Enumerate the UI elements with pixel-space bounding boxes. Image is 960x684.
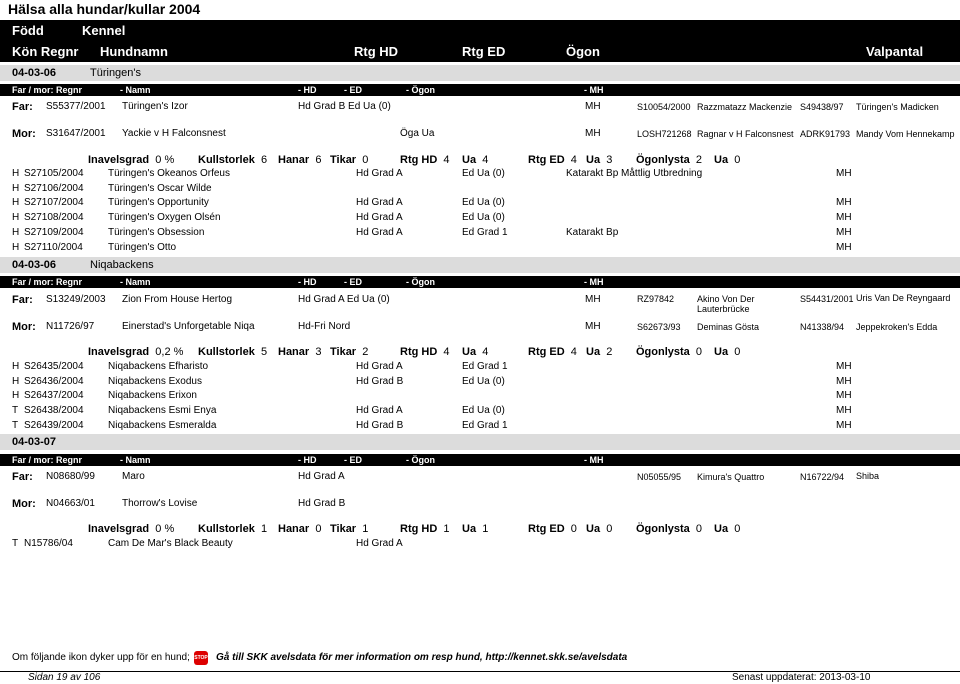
stat-label: Inavelsgrad — [88, 346, 150, 358]
far-m-namn: Shiba — [856, 471, 880, 481]
mor-m-namn: Jeppekroken's Edda — [856, 322, 938, 332]
column-header-bar — [0, 20, 960, 62]
ph-hd: - HD — [298, 277, 317, 287]
puppy-ed: Ed Ua (0) — [462, 405, 505, 416]
puppy-regnr: S27106/2004 — [24, 183, 84, 194]
stat-label: Ögonlysta — [636, 523, 690, 535]
puppy-kon: H — [12, 376, 20, 387]
puppy-kon: H — [12, 227, 20, 238]
litter-kennel: Türingen's — [90, 67, 142, 79]
mor-f-regnr: S62673/93 — [637, 322, 681, 332]
header-ogon: Ögon — [566, 44, 600, 59]
puppy-regnr: N15786/04 — [24, 538, 73, 549]
header-hundnamn: Hundnamn — [100, 44, 168, 59]
puppy-kon: T — [12, 405, 19, 416]
mor-m-namn: Mandy Vom Hennekamp — [856, 129, 955, 139]
stat-label: Rtg ED — [528, 154, 565, 166]
puppy-ed: Ed Grad 1 — [462, 420, 508, 431]
puppy-regnr: S26438/2004 — [24, 405, 84, 416]
far-regnr: N08680/99 — [46, 471, 95, 482]
mor-hd-ed: Hd Grad B — [298, 498, 346, 509]
stat-label: Ua — [462, 523, 477, 535]
mor-namn: Einerstad's Unforgetable Niqa — [122, 321, 255, 332]
far-namn: Zion From House Hertog — [122, 294, 233, 305]
puppy-ed: Ed Ua (0) — [462, 212, 505, 223]
far-mh: MH — [585, 101, 601, 112]
stat-label: Ua — [714, 346, 729, 358]
far-regnr: S13249/2003 — [46, 294, 106, 305]
puppy-kon: H — [12, 183, 20, 194]
puppy-regnr: S27105/2004 — [24, 168, 84, 179]
far-label: Far: — [12, 294, 33, 306]
ph-ogon: - Ögon — [406, 455, 435, 465]
litter-stats — [0, 154, 960, 168]
puppy-hd: Hd Grad B — [356, 376, 404, 387]
puppy-hd: Hd Grad A — [356, 197, 403, 208]
far-f-regnr: RZ97842 — [637, 294, 675, 304]
far-f-namn-2: Lauterbrücke — [697, 304, 750, 314]
stat-label: Ua — [586, 523, 601, 535]
stat-label: Ua — [462, 154, 477, 166]
stat-value: 4 — [482, 154, 489, 166]
stat-value: 6 — [315, 154, 322, 166]
puppy-kon: H — [12, 168, 20, 179]
litter-kennel: Niqabackens — [90, 259, 154, 271]
footer-info — [0, 648, 960, 672]
ph-mh: - MH — [584, 455, 604, 465]
stat-label: Inavelsgrad — [88, 523, 150, 535]
litter-header — [0, 257, 960, 273]
stat-value: 2 — [606, 346, 613, 358]
ph-far-mor: Far / mor: Regnr — [12, 85, 83, 95]
stat-value: 2 — [695, 154, 703, 166]
stat-value: 1 — [482, 523, 489, 535]
stat-label: Kullstorlek — [198, 523, 255, 535]
far-hd-ed: Hd Grad B Ed Ua (0) — [298, 101, 391, 112]
mor-regnr: S31647/2001 — [46, 128, 106, 139]
stat-label: Tikar — [330, 523, 357, 535]
puppy-mh: MH — [836, 420, 852, 431]
stat-label: Rtg ED — [528, 523, 565, 535]
puppy-hd: Hd Grad A — [356, 538, 403, 549]
puppy-hd: Hd Grad A — [356, 168, 403, 179]
stat-value: 0 — [362, 154, 369, 166]
far-f-regnr: N05055/95 — [637, 472, 682, 482]
puppy-kon: H — [12, 390, 20, 401]
puppy-row — [0, 375, 960, 390]
far-regnr: S55377/2001 — [46, 101, 106, 112]
far-f-namn: Akino Von Der — [697, 294, 755, 304]
puppy-ogon: Katarakt Bp — [566, 227, 619, 238]
puppy-kon: H — [12, 242, 20, 253]
parent-header — [0, 276, 960, 288]
stat-value: 1 — [362, 523, 369, 535]
puppy-kon: H — [12, 197, 20, 208]
puppy-namn: Niqabackens Esmeralda — [108, 420, 217, 431]
mor-f-namn: Deminas Gösta — [697, 322, 760, 332]
puppy-mh: MH — [836, 405, 852, 416]
stat-label: Tikar — [330, 154, 357, 166]
stat-value: 0 % — [155, 154, 175, 166]
header-rtg-hd: Rtg HD — [354, 44, 399, 59]
puppy-namn: Türingen's Otto — [108, 242, 177, 253]
puppy-regnr: S26436/2004 — [24, 376, 84, 387]
stat-label: Rtg HD — [400, 346, 438, 358]
stat-label: Ua — [714, 154, 729, 166]
puppy-namn: Türingen's Okeanos Orfeus — [108, 168, 230, 179]
mor-f-regnr: LOSH721268 — [637, 129, 692, 139]
stat-label: Hanar — [278, 346, 310, 358]
puppy-row — [0, 360, 960, 375]
mor-m-regnr: N41338/94 — [800, 322, 845, 332]
far-m-regnr: N16722/94 — [800, 472, 845, 482]
far-m-regnr: S49438/97 — [800, 102, 844, 112]
puppy-kon: T — [12, 420, 19, 431]
mor-ogon: Öga Ua — [400, 128, 435, 139]
puppy-regnr: S27107/2004 — [24, 197, 84, 208]
puppy-mh: MH — [836, 227, 852, 238]
far-f-regnr: S10054/2000 — [637, 102, 691, 112]
parent-header — [0, 84, 960, 96]
stat-value: 6 — [260, 154, 268, 166]
litter-stats — [0, 523, 960, 537]
stat-value: 4 — [443, 346, 450, 358]
puppy-kon: T — [12, 538, 19, 549]
stat-value: 1 — [260, 523, 268, 535]
stat-value: 2 — [362, 346, 369, 358]
puppy-row — [0, 211, 960, 226]
ph-far-mor: Far / mor: Regnr — [12, 455, 83, 465]
mor-m-regnr: ADRK91793 — [800, 129, 851, 139]
puppy-row — [0, 241, 960, 256]
stat-value: 0 — [606, 523, 613, 535]
puppy-namn: Cam De Mar's Black Beauty — [108, 538, 233, 549]
puppy-kon: H — [12, 212, 20, 223]
mor-mh: MH — [585, 128, 601, 139]
far-label: Far: — [12, 101, 33, 113]
puppy-row — [0, 182, 960, 197]
litter-date: 04-03-06 — [12, 259, 57, 271]
litter-stats — [0, 346, 960, 360]
mor-regnr: N11726/97 — [46, 321, 95, 332]
header-valpantal: Valpantal — [866, 44, 924, 59]
stat-label: Inavelsgrad — [88, 154, 150, 166]
puppy-hd: Hd Grad A — [356, 405, 403, 416]
litter-date: 04-03-06 — [12, 67, 57, 79]
puppy-regnr: S26439/2004 — [24, 420, 84, 431]
stat-value: 0 — [734, 346, 741, 358]
far-hd-ed: Hd Grad A — [298, 471, 345, 482]
puppy-regnr: S26435/2004 — [24, 361, 84, 372]
puppy-mh: MH — [836, 242, 852, 253]
mor-namn: Thorrow's Lovise — [122, 498, 198, 509]
puppy-hd: Hd Grad B — [356, 420, 404, 431]
mor-label: Mor: — [12, 321, 36, 333]
puppy-mh: MH — [836, 376, 852, 387]
stat-value: 3 — [606, 154, 613, 166]
puppy-mh: MH — [836, 168, 852, 179]
stat-label: Kullstorlek — [198, 346, 255, 358]
puppy-namn: Niqabackens Efharisto — [108, 361, 209, 372]
far-label: Far: — [12, 471, 33, 483]
stat-value: 1 — [443, 523, 450, 535]
last-updated: Senast uppdaterat: 2013-03-10 — [732, 672, 871, 683]
puppy-row — [0, 226, 960, 241]
stat-value: 0 — [695, 523, 703, 535]
stat-label: Ua — [462, 346, 477, 358]
stat-label: Ögonlysta — [636, 154, 690, 166]
stat-label: Ua — [586, 154, 601, 166]
ph-namn: - Namn — [120, 277, 151, 287]
puppy-ogon: Katarakt Bp Måttlig Utbredning — [566, 168, 703, 179]
puppy-row — [0, 419, 960, 434]
ph-namn: - Namn — [120, 455, 151, 465]
puppy-namn: Niqabackens Erixon — [108, 390, 197, 401]
puppy-hd: Hd Grad A — [356, 361, 403, 372]
far-namn: Maro — [122, 471, 145, 482]
puppy-namn: Niqabackens Exodus — [108, 376, 202, 387]
stat-label: Ua — [586, 346, 601, 358]
puppy-mh: MH — [836, 197, 852, 208]
ph-hd: - HD — [298, 85, 317, 95]
far-hd-ed: Hd Grad A Ed Ua (0) — [298, 294, 390, 305]
mor-f-namn: Ragnar v H Falconsnest — [697, 129, 794, 139]
stat-value: 4 — [570, 346, 577, 358]
mor-regnr: N04663/01 — [46, 498, 95, 509]
puppy-hd: Hd Grad A — [356, 227, 403, 238]
ph-ogon: - Ögon — [406, 277, 435, 287]
puppy-row — [0, 196, 960, 211]
ph-namn: - Namn — [120, 85, 151, 95]
stat-value: 4 — [443, 154, 450, 166]
stat-label: Hanar — [278, 523, 310, 535]
puppy-namn: Niqabackens Esmi Enya — [108, 405, 217, 416]
stat-label: Ögonlysta — [636, 346, 690, 358]
puppy-regnr: S27108/2004 — [24, 212, 84, 223]
stat-value: 4 — [570, 154, 577, 166]
far-mh: MH — [585, 294, 601, 305]
puppy-regnr: S27110/2004 — [24, 242, 83, 253]
puppy-mh: MH — [836, 212, 852, 223]
stat-value: 0 — [734, 523, 741, 535]
litter-header — [0, 65, 960, 81]
stat-label: Rtg HD — [400, 523, 438, 535]
stat-value: 0 — [570, 523, 577, 535]
stat-label: Ua — [714, 523, 729, 535]
puppy-ed: Ed Grad 1 — [462, 361, 508, 372]
header-kon-regnr: Kön Regnr — [12, 44, 79, 59]
far-m-namn: Türingen's Madicken — [856, 102, 939, 112]
stat-value: 0 — [315, 523, 322, 535]
header-fodd: Född — [12, 23, 44, 38]
mor-hd-ed: Hd-Fri Nord — [298, 321, 351, 332]
footer-link-text[interactable]: Gå till SKK avelsdata för mer information om resp hund, http://kennet.skk.se/avelsdata — [216, 652, 628, 663]
mor-mh: MH — [585, 321, 601, 332]
ph-ogon: - Ögon — [406, 85, 435, 95]
stat-value: 4 — [482, 346, 489, 358]
far-f-namn: Kimura's Quattro — [697, 472, 765, 482]
stat-value: 5 — [260, 346, 268, 358]
puppy-row — [0, 537, 960, 552]
stat-value: 0 — [695, 346, 703, 358]
puppy-row — [0, 167, 960, 182]
puppy-row — [0, 389, 960, 404]
ph-mh: - MH — [584, 277, 604, 287]
puppy-row — [0, 404, 960, 419]
litter-header — [0, 434, 960, 450]
ph-mh: - MH — [584, 85, 604, 95]
stat-value: 0 % — [155, 523, 175, 535]
puppy-ed: Ed Ua (0) — [462, 376, 505, 387]
puppy-ed: Ed Ua (0) — [462, 168, 505, 179]
puppy-mh: MH — [836, 361, 852, 372]
stop-icon: STOP — [194, 651, 208, 665]
puppy-namn: Türingen's Oxygen Olsén — [108, 212, 221, 223]
ph-far-mor: Far / mor: Regnr — [12, 277, 83, 287]
stat-value: 0 — [734, 154, 741, 166]
stat-label: Tikar — [330, 346, 357, 358]
stat-label: Rtg HD — [400, 154, 438, 166]
puppy-namn: Türingen's Oscar Wilde — [108, 183, 212, 194]
header-rtg-ed: Rtg ED — [462, 44, 506, 59]
puppy-namn: Türingen's Obsession — [108, 227, 205, 238]
stat-value: 3 — [315, 346, 322, 358]
far-m-namn: Uris Van De Reyngaard — [856, 293, 951, 303]
footer-icon-text: Om följande ikon dyker upp för en hund; — [12, 652, 190, 663]
mor-label: Mor: — [12, 498, 36, 510]
page-number: Sidan 19 av 106 — [28, 672, 101, 683]
ph-ed: - ED — [344, 455, 362, 465]
puppy-hd: Hd Grad A — [356, 212, 403, 223]
stat-label: Rtg ED — [528, 346, 565, 358]
puppy-ed: Ed Grad 1 — [462, 227, 508, 238]
far-namn: Türingen's Izor — [122, 101, 188, 112]
litter-date: 04-03-07 — [12, 436, 57, 448]
ph-ed: - ED — [344, 277, 362, 287]
page-title: Hälsa alla hundar/kullar 2004 — [8, 1, 201, 17]
ph-ed: - ED — [344, 85, 362, 95]
stat-label: Kullstorlek — [198, 154, 255, 166]
stat-value: 0,2 % — [155, 346, 184, 358]
stat-label: Hanar — [278, 154, 310, 166]
header-kennel: Kennel — [82, 23, 126, 38]
far-f-namn: Razzmatazz Mackenzie — [697, 102, 793, 112]
puppy-ed: Ed Ua (0) — [462, 197, 505, 208]
puppy-regnr: S27109/2004 — [24, 227, 84, 238]
puppy-kon: H — [12, 361, 20, 372]
puppy-mh: MH — [836, 390, 852, 401]
puppy-regnr: S26437/2004 — [24, 390, 84, 401]
puppy-namn: Türingen's Opportunity — [108, 197, 209, 208]
mor-label: Mor: — [12, 128, 36, 140]
far-m-regnr: S54431/2001 — [800, 294, 854, 304]
mor-namn: Yackie v H Falconsnest — [122, 128, 226, 139]
ph-hd: - HD — [298, 455, 317, 465]
parent-header — [0, 454, 960, 466]
